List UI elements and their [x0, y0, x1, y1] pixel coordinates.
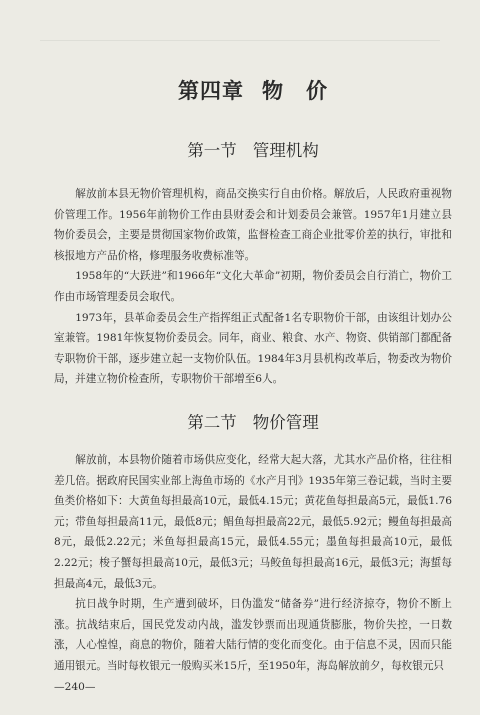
section-body	[54, 184, 452, 390]
chapter-title: 物 价	[262, 78, 328, 103]
section-title: 物价管理	[252, 412, 319, 432]
section-body	[54, 450, 452, 677]
section-number: 第二节	[187, 412, 237, 432]
paragraph: 抗日战争时期，生产遭到破坏，日伪滥发“储备券”进行经济掠夺，物价不断上涨。抗战结束后，国民党发动内战，滥发钞票而出现通货膨胀，物价失控，一日数涨，人心惶惶，商息的物价，随着大陆行情的变化而变化。由于信息不灵，因而只能通用银元。当时每枚银元一般购买米15斤，至1950年，海岛解放前夕，每枚银元只	[54, 598, 452, 672]
section-heading-price-management	[54, 412, 452, 434]
paragraph: 1973年，县革命委员会生产指挥组正式配备1名专职物价干部，由该组计划办公室兼管。1981年恢复物价委员会。同年，商业、粮食、水产、物资、供销部门都配备专职物价干部，逐步建立起一支物价队伍。1984年3月县机构改革后，物委改为物价局，并建立物价检查所，专职物价干部增至6人。	[54, 311, 452, 386]
paragraph: 解放前本县无物价管理机构，商品交换实行自由价格。解放后，人民政府重视物价管理工作。1956年前物价工作由县财委会和计划委员会兼管。1957年1月建立县物价委员会，主要是贯彻国家物价政策，监督检查工商企业批零价差的执行，审批和核报地方产品价格，修理服务收费标准等。	[54, 188, 452, 262]
paragraph: 解放前，本县物价随着市场供应变化，经常大起大落，尤其水产品价格，往往相差几倍。据政府民国实业部上海鱼市场的《水产月刊》1935年第三卷记载，当时主要鱼类价格如下：大黄鱼每担最高10元，最低4.15元；黄花鱼每担最高5元，最低1.76元；带鱼每担最高11元，最低8元；鲳鱼每担最高22元，最低5.92元；鳗鱼每担最高8元，最低2.22元；米鱼每担最高15元，最低4.55元；墨鱼每担最高10元，最低2.22元；梭子蟹每担最高10元，最低3元；马鲛鱼每担最高16元，最低3元；海蜇每担最高4元，最低3元。	[54, 453, 452, 590]
section-title: 管理机构	[252, 141, 319, 160]
paragraph: 1958年的“大跃进”和1966年“文化大革命”初期，物价委员会自行消亡，物价工作由市场管理委员会取代。	[54, 270, 452, 303]
bleed-through-rule	[40, 40, 440, 63]
section-heading-management-agency	[54, 140, 452, 162]
section-number: 第一节	[187, 141, 237, 160]
chapter-number: 第四章	[178, 78, 244, 103]
page-number: —240—	[54, 681, 96, 694]
chapter-heading	[54, 78, 452, 104]
